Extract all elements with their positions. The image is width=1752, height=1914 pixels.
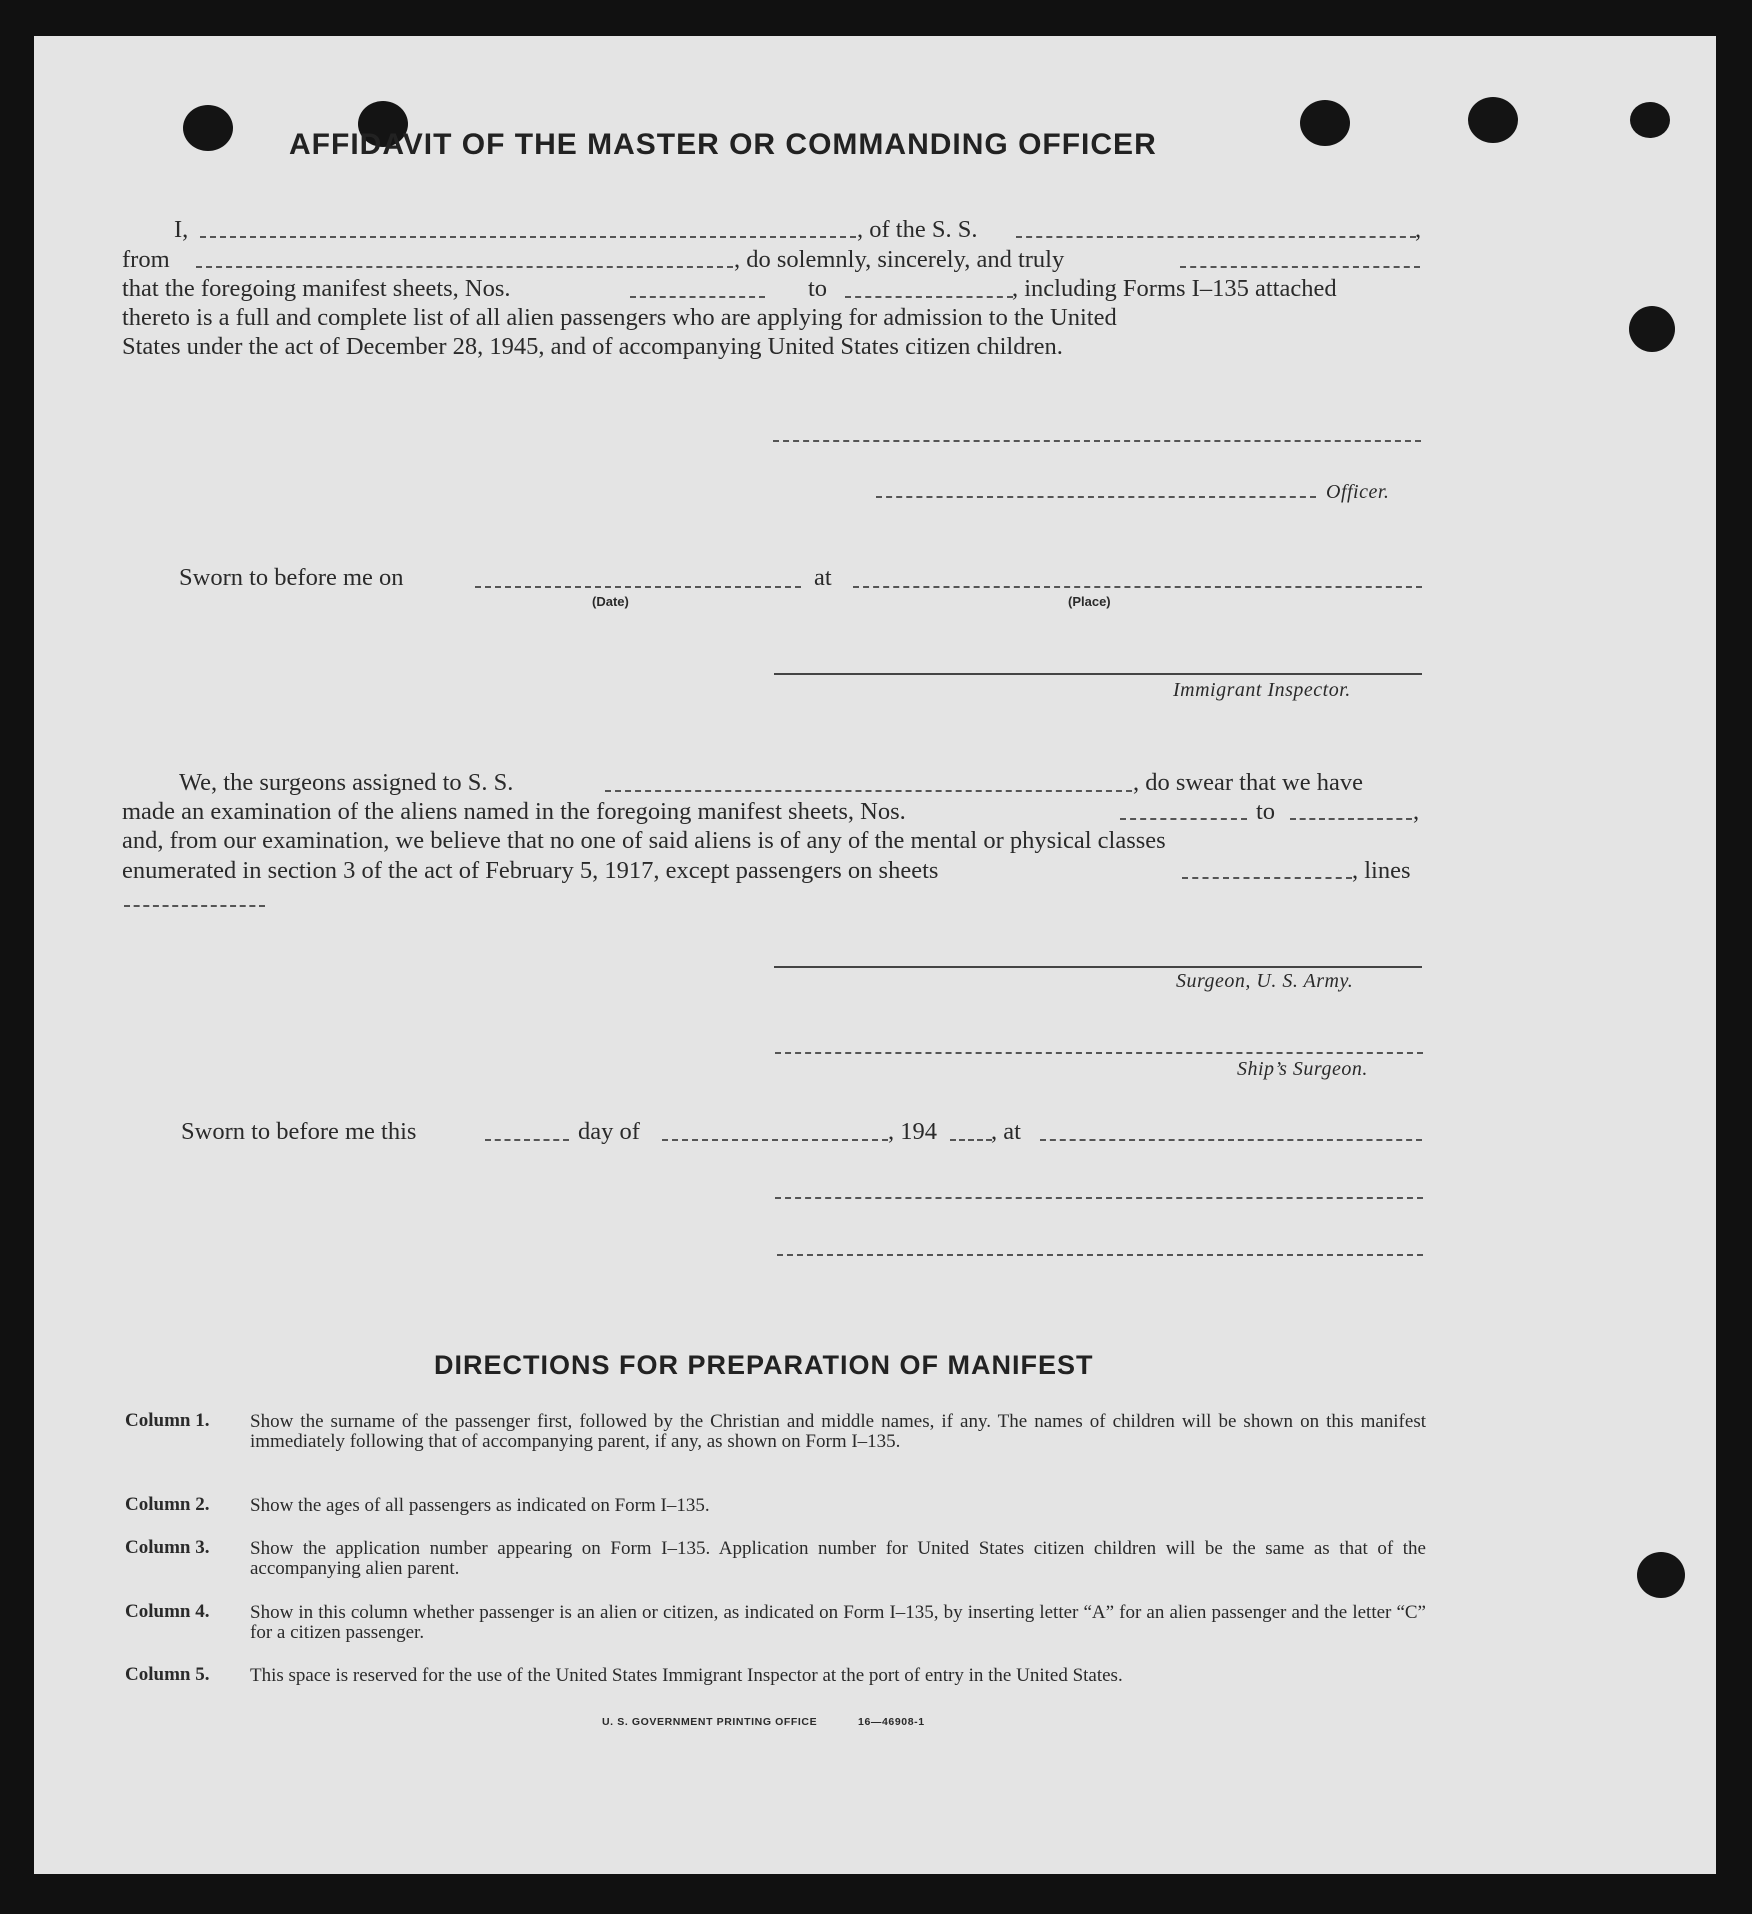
from-port-field[interactable]	[196, 266, 733, 268]
officer-signature-line-2[interactable]	[876, 496, 1316, 498]
punch-hole-edge	[1629, 306, 1675, 352]
affidavit-line4: thereto is a full and complete list of all alien passengers who are applying for admission to the United	[122, 304, 1117, 331]
direction-label-4: Column 4.	[125, 1601, 210, 1622]
surgeons-line3: and, from our examination, we believe that no one of said aliens is of any of the mental or physical classes	[122, 827, 1166, 854]
except-sheets-field[interactable]	[1182, 877, 1352, 879]
affidavit-line1-c: ,	[1415, 216, 1422, 243]
master-name-field[interactable]	[200, 236, 856, 238]
punch-hole-right-3	[1630, 102, 1670, 138]
affidavit-line3-c: , including Forms I–135 attached	[1012, 275, 1337, 302]
affidavit-line2-b: , do solemnly, sincerely, and truly	[734, 246, 1065, 273]
officer-caption: Officer.	[1326, 481, 1390, 503]
form-code: 16—46908-1	[858, 1716, 925, 1728]
direction-text-2: Show the ages of all passengers as indicated on Form I–135.	[250, 1495, 710, 1516]
direction-text-4: Show in this column whether passenger is an alien or citizen, as indicated on Form I–135, by inserting letter “A” for an alien passenger and the letter “C” for a citizen passenger.	[250, 1602, 1426, 1643]
punch-hole-left-1	[183, 105, 233, 151]
surgeons-line2-c: ,	[1413, 798, 1420, 825]
exam-sheet-to-field[interactable]	[1290, 818, 1412, 820]
sworn1-text-a: Sworn to before me on	[179, 564, 404, 591]
sworn-year-field[interactable]	[950, 1139, 992, 1141]
ship-name-field[interactable]	[1016, 236, 1416, 238]
affidavit-title: AFFIDAVIT OF THE MASTER OR COMMANDING OFFICER	[289, 128, 1157, 161]
surgeon-ship-field[interactable]	[605, 790, 1132, 792]
direction-label-2: Column 2.	[125, 1494, 210, 1515]
surgeons-line1-a: We, the surgeons assigned to S. S.	[179, 769, 514, 796]
ship-surgeon-caption: Ship’s Surgeon.	[1237, 1058, 1368, 1080]
sworn2-signature-line-1[interactable]	[775, 1197, 1423, 1199]
sworn2-text-b: day of	[578, 1118, 640, 1145]
sworn-place-field[interactable]	[853, 586, 1422, 588]
surgeons-line4-a: enumerated in section 3 of the act of February 5, 1917, except passengers on sheets	[122, 857, 939, 884]
army-surgeon-caption: Surgeon, U. S. Army.	[1176, 970, 1354, 992]
inspector-signature-line[interactable]	[774, 673, 1422, 675]
place-label: (Place)	[1068, 594, 1111, 609]
direction-label-1: Column 1.	[125, 1410, 210, 1431]
surgeons-line2-a: made an examination of the aliens named in the foregoing manifest sheets, Nos.	[122, 798, 906, 825]
sworn1-text-b: at	[814, 564, 832, 591]
direction-text-3: Show the application number appearing on Form I–135. Application number for United States citizen children will be the same as that of the accompanying alien parent.	[250, 1538, 1426, 1579]
punch-hole-right-1	[1300, 100, 1350, 146]
direction-label-3: Column 3.	[125, 1537, 210, 1558]
sworn2-text-c: , 194	[888, 1118, 937, 1145]
directions-title: DIRECTIONS FOR PREPARATION OF MANIFEST	[434, 1350, 1094, 1380]
punch-hole-right-2	[1468, 97, 1518, 143]
inspector-caption: Immigrant Inspector.	[1173, 679, 1351, 701]
sworn-day-field[interactable]	[485, 1139, 569, 1141]
exam-sheet-from-field[interactable]	[1120, 818, 1247, 820]
sworn2-text-a: Sworn to before me this	[181, 1118, 417, 1145]
except-lines-field[interactable]	[124, 905, 265, 907]
affidavit-line2-a: from	[122, 246, 170, 273]
punch-hole-bottom	[1637, 1552, 1685, 1598]
affidavit-line1-b: , of the S. S.	[857, 216, 978, 243]
sworn-date-field[interactable]	[475, 586, 801, 588]
affidavit-line3-b: to	[808, 275, 828, 302]
direction-text-1: Show the surname of the passenger first, followed by the Christian and middle names, if any. The names of children will be shown on this manifest immediately following that of accompanying parent, if any, as shown on Form I–135.	[250, 1411, 1426, 1452]
sworn2-text-d: , at	[991, 1118, 1021, 1145]
sworn-month-field[interactable]	[662, 1139, 888, 1141]
affidavit-line3-a: that the foregoing manifest sheets, Nos.	[122, 275, 511, 302]
direction-text-5: This space is reserved for the use of the United States Immigrant Inspector at the port of entry in the United States.	[250, 1665, 1123, 1686]
sheet-from-field[interactable]	[630, 296, 765, 298]
sheet-to-field[interactable]	[845, 296, 1013, 298]
oath-type-field[interactable]	[1180, 266, 1420, 268]
affidavit-line5: States under the act of December 28, 1945, and of accompanying United States citizen children.	[122, 333, 1063, 360]
affidavit-line1-a: I,	[174, 216, 189, 243]
surgeons-line2-b: to	[1256, 798, 1276, 825]
sworn2-place-field[interactable]	[1040, 1139, 1422, 1141]
army-surgeon-signature-line[interactable]	[774, 966, 1422, 968]
date-label: (Date)	[592, 594, 629, 609]
sworn2-signature-line-2[interactable]	[777, 1254, 1423, 1256]
direction-label-5: Column 5.	[125, 1664, 210, 1685]
ship-surgeon-signature-line[interactable]	[775, 1052, 1423, 1054]
surgeons-line4-b: , lines	[1352, 857, 1411, 884]
officer-signature-line-1[interactable]	[773, 440, 1421, 442]
surgeons-line1-b: , do swear that we have	[1133, 769, 1363, 796]
printer-label: U. S. GOVERNMENT PRINTING OFFICE	[602, 1716, 818, 1728]
